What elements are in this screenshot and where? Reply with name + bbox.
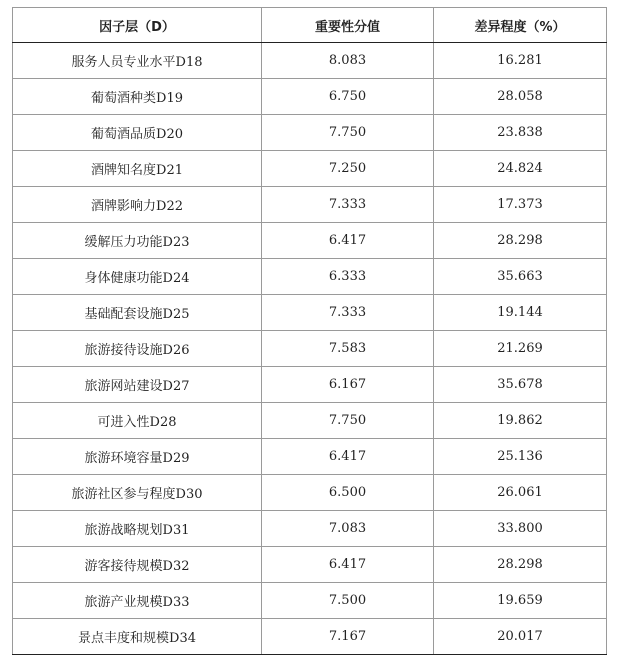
factor-cell: 景点丰度和规模D34	[13, 619, 262, 655]
table-row	[13, 583, 607, 619]
factor-table-container	[12, 7, 606, 655]
importance-cell: 7.750	[262, 403, 434, 439]
header-row	[13, 8, 607, 43]
table-row	[13, 79, 607, 115]
importance-cell: 8.083	[262, 43, 434, 79]
factor-cell: 游客接待规模D32	[13, 547, 262, 583]
difference-cell: 23.838	[434, 115, 607, 151]
factor-cell: 酒牌影响力D22	[13, 187, 262, 223]
difference-cell: 25.136	[434, 439, 607, 475]
difference-cell: 16.281	[434, 43, 607, 79]
factor-cell: 身体健康功能D24	[13, 259, 262, 295]
importance-cell: 6.750	[262, 79, 434, 115]
table-row	[13, 331, 607, 367]
header-factor: 因子层（D）	[13, 8, 262, 43]
table-row	[13, 223, 607, 259]
difference-cell: 19.659	[434, 583, 607, 619]
importance-cell: 6.333	[262, 259, 434, 295]
factor-cell: 旅游网站建设D27	[13, 367, 262, 403]
difference-cell: 33.800	[434, 511, 607, 547]
importance-cell: 7.583	[262, 331, 434, 367]
factor-cell: 旅游接待设施D26	[13, 331, 262, 367]
factor-cell: 基础配套设施D25	[13, 295, 262, 331]
factor-cell: 酒牌知名度D21	[13, 151, 262, 187]
table-row	[13, 295, 607, 331]
table-row	[13, 151, 607, 187]
table-row	[13, 43, 607, 79]
table-row	[13, 259, 607, 295]
difference-cell: 28.058	[434, 79, 607, 115]
importance-cell: 7.083	[262, 511, 434, 547]
factor-cell: 葡萄酒品质D20	[13, 115, 262, 151]
factor-cell: 可进入性D28	[13, 403, 262, 439]
header-importance: 重要性分值	[262, 8, 434, 43]
importance-cell: 7.500	[262, 583, 434, 619]
factor-cell: 葡萄酒种类D19	[13, 79, 262, 115]
factor-cell: 旅游环境容量D29	[13, 439, 262, 475]
table-row	[13, 547, 607, 583]
table-body	[13, 43, 607, 655]
factor-cell: 旅游社区参与程度D30	[13, 475, 262, 511]
difference-cell: 24.824	[434, 151, 607, 187]
difference-cell: 19.144	[434, 295, 607, 331]
factor-cell: 旅游战略规划D31	[13, 511, 262, 547]
factor-table	[12, 7, 607, 655]
difference-cell: 19.862	[434, 403, 607, 439]
importance-cell: 6.417	[262, 547, 434, 583]
importance-cell: 7.333	[262, 187, 434, 223]
difference-cell: 28.298	[434, 223, 607, 259]
importance-cell: 7.333	[262, 295, 434, 331]
difference-cell: 28.298	[434, 547, 607, 583]
importance-cell: 7.250	[262, 151, 434, 187]
factor-cell: 服务人员专业水平D18	[13, 43, 262, 79]
table-header	[13, 8, 607, 43]
table-row	[13, 367, 607, 403]
factor-cell: 旅游产业规模D33	[13, 583, 262, 619]
table-row	[13, 187, 607, 223]
difference-cell: 20.017	[434, 619, 607, 655]
difference-cell: 35.663	[434, 259, 607, 295]
difference-cell: 35.678	[434, 367, 607, 403]
importance-cell: 6.500	[262, 475, 434, 511]
importance-cell: 6.167	[262, 367, 434, 403]
difference-cell: 21.269	[434, 331, 607, 367]
importance-cell: 7.750	[262, 115, 434, 151]
table-row	[13, 475, 607, 511]
importance-cell: 6.417	[262, 439, 434, 475]
table-row	[13, 403, 607, 439]
table-row	[13, 115, 607, 151]
factor-cell: 缓解压力功能D23	[13, 223, 262, 259]
table-row	[13, 511, 607, 547]
header-difference: 差异程度（%）	[434, 8, 607, 43]
table-row	[13, 619, 607, 655]
importance-cell: 6.417	[262, 223, 434, 259]
difference-cell: 17.373	[434, 187, 607, 223]
table-row	[13, 439, 607, 475]
difference-cell: 26.061	[434, 475, 607, 511]
importance-cell: 7.167	[262, 619, 434, 655]
